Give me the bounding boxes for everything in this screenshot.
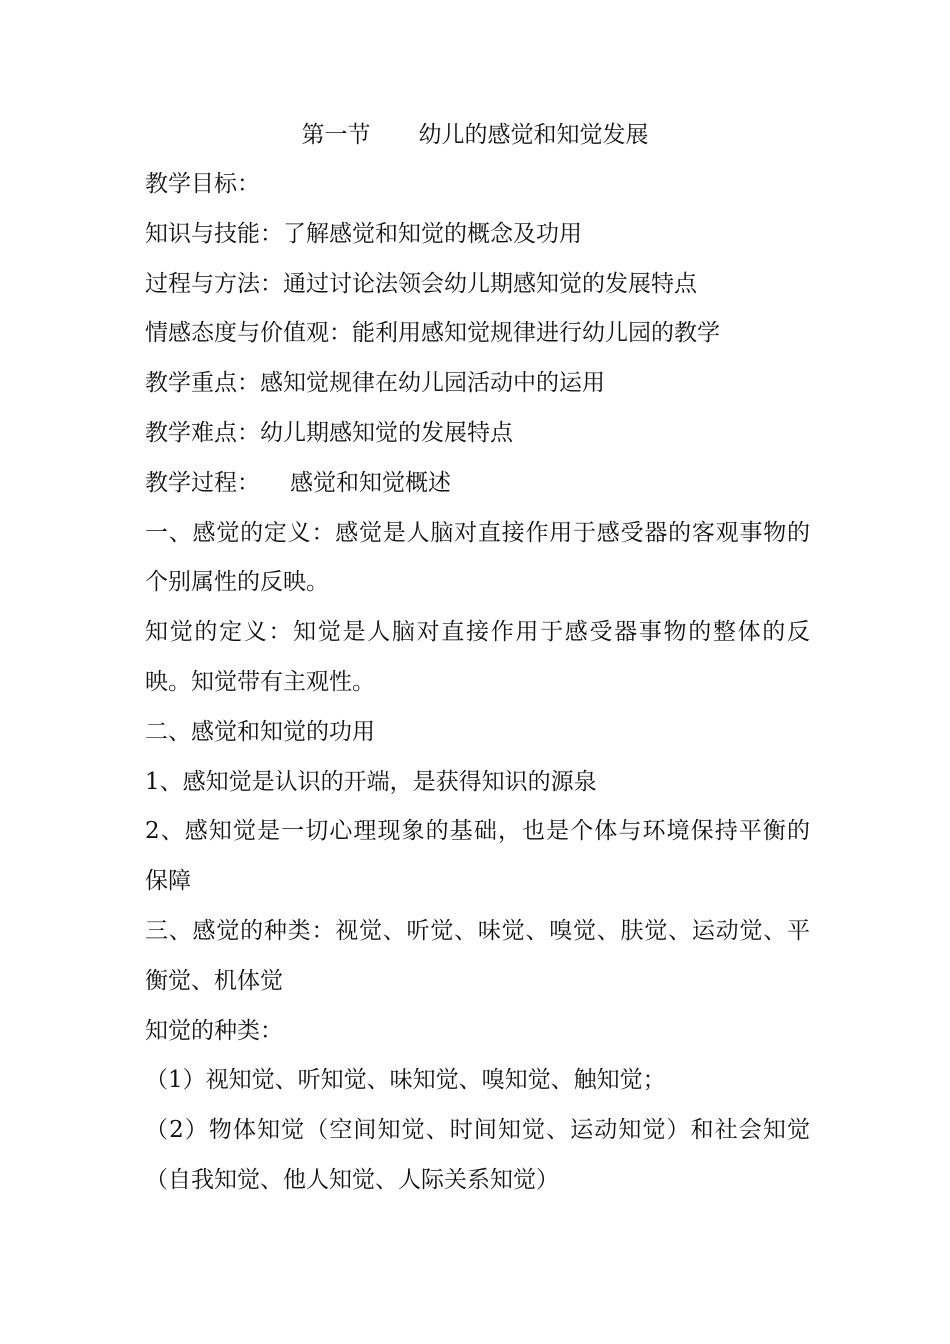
document-body — [145, 160, 810, 1206]
goal-process-methods: 过程与方法：通过讨论法领会幼儿期感知觉的发展特点 — [145, 270, 697, 297]
function-item-2-line-1: 2、感知觉是一切心理现象的基础，也是个体与环境保持平衡的 — [145, 818, 810, 845]
perception-types-item-2-line-1: （2）物体知觉（空间知觉、时间知觉、运动知觉）和社会知觉 — [145, 1117, 810, 1144]
perception-definition-line-1: 知觉的定义：知觉是人脑对直接作用于感受器事物的整体的反 — [145, 619, 810, 646]
perception-types-item-1: （1）视知觉、听知觉、味知觉、嗅知觉、触知觉； — [145, 1067, 666, 1094]
teaching-process-topic: 感觉和知觉概述 — [290, 469, 451, 496]
teaching-key-point: 教学重点：感知觉规律在幼儿园活动中的运用 — [145, 370, 605, 397]
sensation-definition-line-1: 一、感觉的定义：感觉是人脑对直接作用于感受器的客观事物的 — [145, 519, 810, 546]
sensation-types-line-1: 三、感觉的种类：视觉、听觉、味觉、嗅觉、肤觉、运动觉、平 — [145, 917, 810, 944]
perception-types-heading: 知觉的种类： — [145, 1017, 283, 1044]
teaching-difficulty: 教学难点：幼儿期感知觉的发展特点 — [145, 419, 513, 446]
perception-definition-line-2: 映。知觉带有主观性。 — [145, 668, 375, 695]
title-topic: 幼儿的感觉和知觉发展 — [418, 122, 649, 148]
goal-knowledge-skills: 知识与技能：了解感觉和知觉的概念及功用 — [145, 220, 582, 247]
sensation-definition-line-2: 个别属性的反映。 — [145, 569, 329, 596]
perception-types-item-2-line-2: （自我知觉、他人知觉、人际关系知觉） — [145, 1166, 559, 1193]
function-item-1: 1、感知觉是认识的开端，是获得知识的源泉 — [145, 768, 597, 795]
page-title — [0, 110, 950, 160]
teaching-goals-heading: 教学目标： — [145, 171, 260, 197]
functions-heading: 二、感觉和知觉的功用 — [145, 718, 375, 745]
goal-emotion-values: 情感态度与价值观：能利用感知觉规律进行幼儿园的教学 — [145, 320, 720, 347]
teaching-process-label: 教学过程： — [145, 469, 260, 496]
title-section-number: 第一节 — [301, 122, 371, 148]
sensation-types-line-2: 衡觉、机体觉 — [145, 967, 283, 994]
function-item-2-line-2: 保障 — [145, 868, 191, 895]
teaching-process — [145, 459, 810, 509]
